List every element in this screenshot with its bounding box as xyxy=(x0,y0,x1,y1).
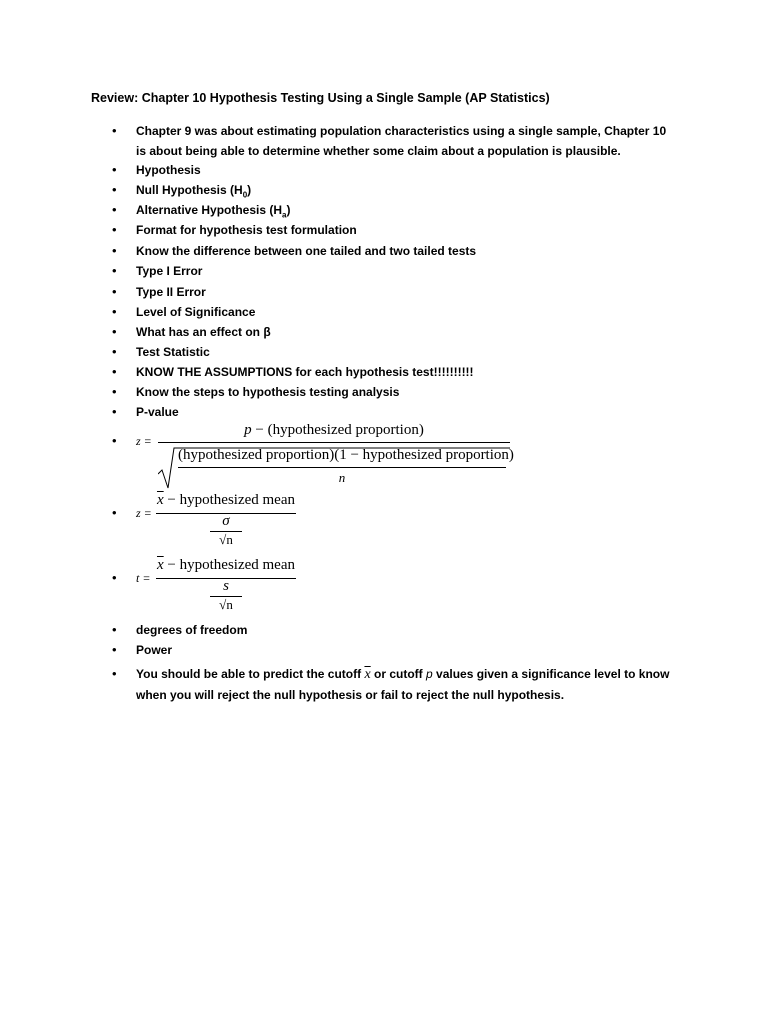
item-text: or cutoff xyxy=(370,667,426,681)
bullet-icon: • xyxy=(112,222,117,237)
item-subscript: 0 xyxy=(242,190,248,200)
fraction-bar-inner xyxy=(178,467,506,468)
var-p: p xyxy=(244,422,252,438)
bullet-icon: • xyxy=(112,123,117,138)
formula-fraction xyxy=(156,492,296,552)
bullet-icon: • xyxy=(112,162,117,177)
formula-proportion-z xyxy=(112,420,516,490)
list-item xyxy=(112,282,676,302)
numerator-text: − (hypothesized proportion) xyxy=(251,422,424,438)
list-item xyxy=(112,121,676,161)
item-text: values given a significance level to know when you will reject the null hypothesis or fail to reject the null hypothesis. xyxy=(136,667,670,702)
item-text: degrees of freedom xyxy=(136,623,248,637)
sqrt-icon: √ xyxy=(219,532,227,547)
formula-numerator xyxy=(158,422,510,439)
bullet-icon: • xyxy=(112,243,117,258)
list-item xyxy=(112,160,676,180)
item-text: Hypothesis xyxy=(136,163,201,177)
bullet-icon: • xyxy=(112,570,117,585)
fraction-bar xyxy=(158,442,510,443)
root-n-text: n xyxy=(226,532,233,547)
denominator-s: s xyxy=(223,578,229,594)
bullet-icon: • xyxy=(112,263,117,278)
formula-root-numerator xyxy=(178,447,514,464)
list-item xyxy=(112,241,676,261)
item-text: Know the difference between one tailed and two tailed tests xyxy=(136,244,477,258)
list-item xyxy=(112,640,676,660)
bullet-icon: • xyxy=(112,666,117,681)
numerator-text: − hypothesized mean xyxy=(163,492,295,508)
item-text: Type I Error xyxy=(136,264,203,278)
bullet-icon: • xyxy=(112,344,117,359)
list-item xyxy=(112,220,676,240)
item-text-after: ) xyxy=(247,183,252,197)
formula-lhs: z = xyxy=(136,506,152,520)
list-item xyxy=(112,362,676,382)
denominator-root-n xyxy=(156,597,296,613)
item-text: KNOW THE ASSUMPTIONS for each hypothesis test!!!!!!!!!! xyxy=(136,365,474,379)
var-xbar: $\overline{x}$ xyxy=(156,492,164,508)
item-subscript: a xyxy=(282,210,287,220)
list-item xyxy=(112,382,676,402)
numerator-text: − hypothesized mean xyxy=(163,557,295,573)
formula-fraction xyxy=(156,557,296,617)
item-text: Type II Error xyxy=(136,285,206,299)
formula-mean-t xyxy=(112,557,316,617)
root-left-text: (hypothesized proportion) xyxy=(178,447,335,463)
list-item xyxy=(112,620,676,640)
root-right-text: (1 − hypothesized proportion) xyxy=(334,447,514,463)
bullet-icon: • xyxy=(112,622,117,637)
formula-numerator xyxy=(156,557,296,574)
var-p: p xyxy=(426,667,433,681)
bullet-icon: • xyxy=(112,202,117,217)
item-text: What has an effect on β xyxy=(136,325,271,339)
item-text: Test Statistic xyxy=(136,345,210,359)
bullet-icon: • xyxy=(112,182,117,197)
item-text-after: ) xyxy=(286,203,291,217)
bullet-icon: • xyxy=(112,364,117,379)
list-item xyxy=(112,342,676,362)
item-text: Null Hypothesis (H xyxy=(136,183,243,197)
sqrt-icon: √ xyxy=(219,597,227,612)
item-text: Alternative Hypothesis (H xyxy=(136,203,283,217)
root-n-text: n xyxy=(226,597,233,612)
bullet-icon: • xyxy=(112,642,117,657)
formula-numerator xyxy=(156,492,296,509)
bullet-icon: • xyxy=(112,384,117,399)
bullet-icon: • xyxy=(112,284,117,299)
list-item xyxy=(112,302,676,322)
bullet-icon: • xyxy=(112,304,117,319)
formula-fraction xyxy=(158,420,514,490)
item-text: Chapter 9 was about estimating population characteristics using a single sample, Chapter 10 is about being able to determine whether some claim about a population is plausible. xyxy=(136,124,667,158)
list-item xyxy=(112,664,676,705)
item-text: P-value xyxy=(136,405,179,419)
formula-lhs: z = xyxy=(136,434,152,448)
item-text: You should be able to predict the cutoff xyxy=(136,667,365,681)
denominator-root-n xyxy=(156,532,296,548)
document-title: Review: Chapter 10 Hypothesis Testing Using a Single Sample (AP Statistics) xyxy=(91,91,550,105)
var-xbar: $\overline{x}$ xyxy=(156,557,164,573)
var-xbar: $\overline{x}$ xyxy=(364,667,371,682)
item-text: Power xyxy=(136,643,173,657)
formula-root-denominator: n xyxy=(338,470,346,485)
list-item xyxy=(112,322,676,342)
bullet-icon: • xyxy=(112,505,117,520)
bullet-icon: • xyxy=(112,433,117,448)
item-text: Format for hypothesis test formulation xyxy=(136,223,357,237)
bullet-icon: • xyxy=(112,324,117,339)
item-text: Know the steps to hypothesis testing analysis xyxy=(136,385,400,399)
list-item xyxy=(112,261,676,281)
formula-mean-z xyxy=(112,492,316,552)
denominator-sigma: σ xyxy=(222,513,230,529)
list-item xyxy=(112,402,676,422)
formula-lhs: t = xyxy=(136,571,151,585)
item-text: Level of Significance xyxy=(136,305,256,319)
bullet-icon: • xyxy=(112,404,117,419)
